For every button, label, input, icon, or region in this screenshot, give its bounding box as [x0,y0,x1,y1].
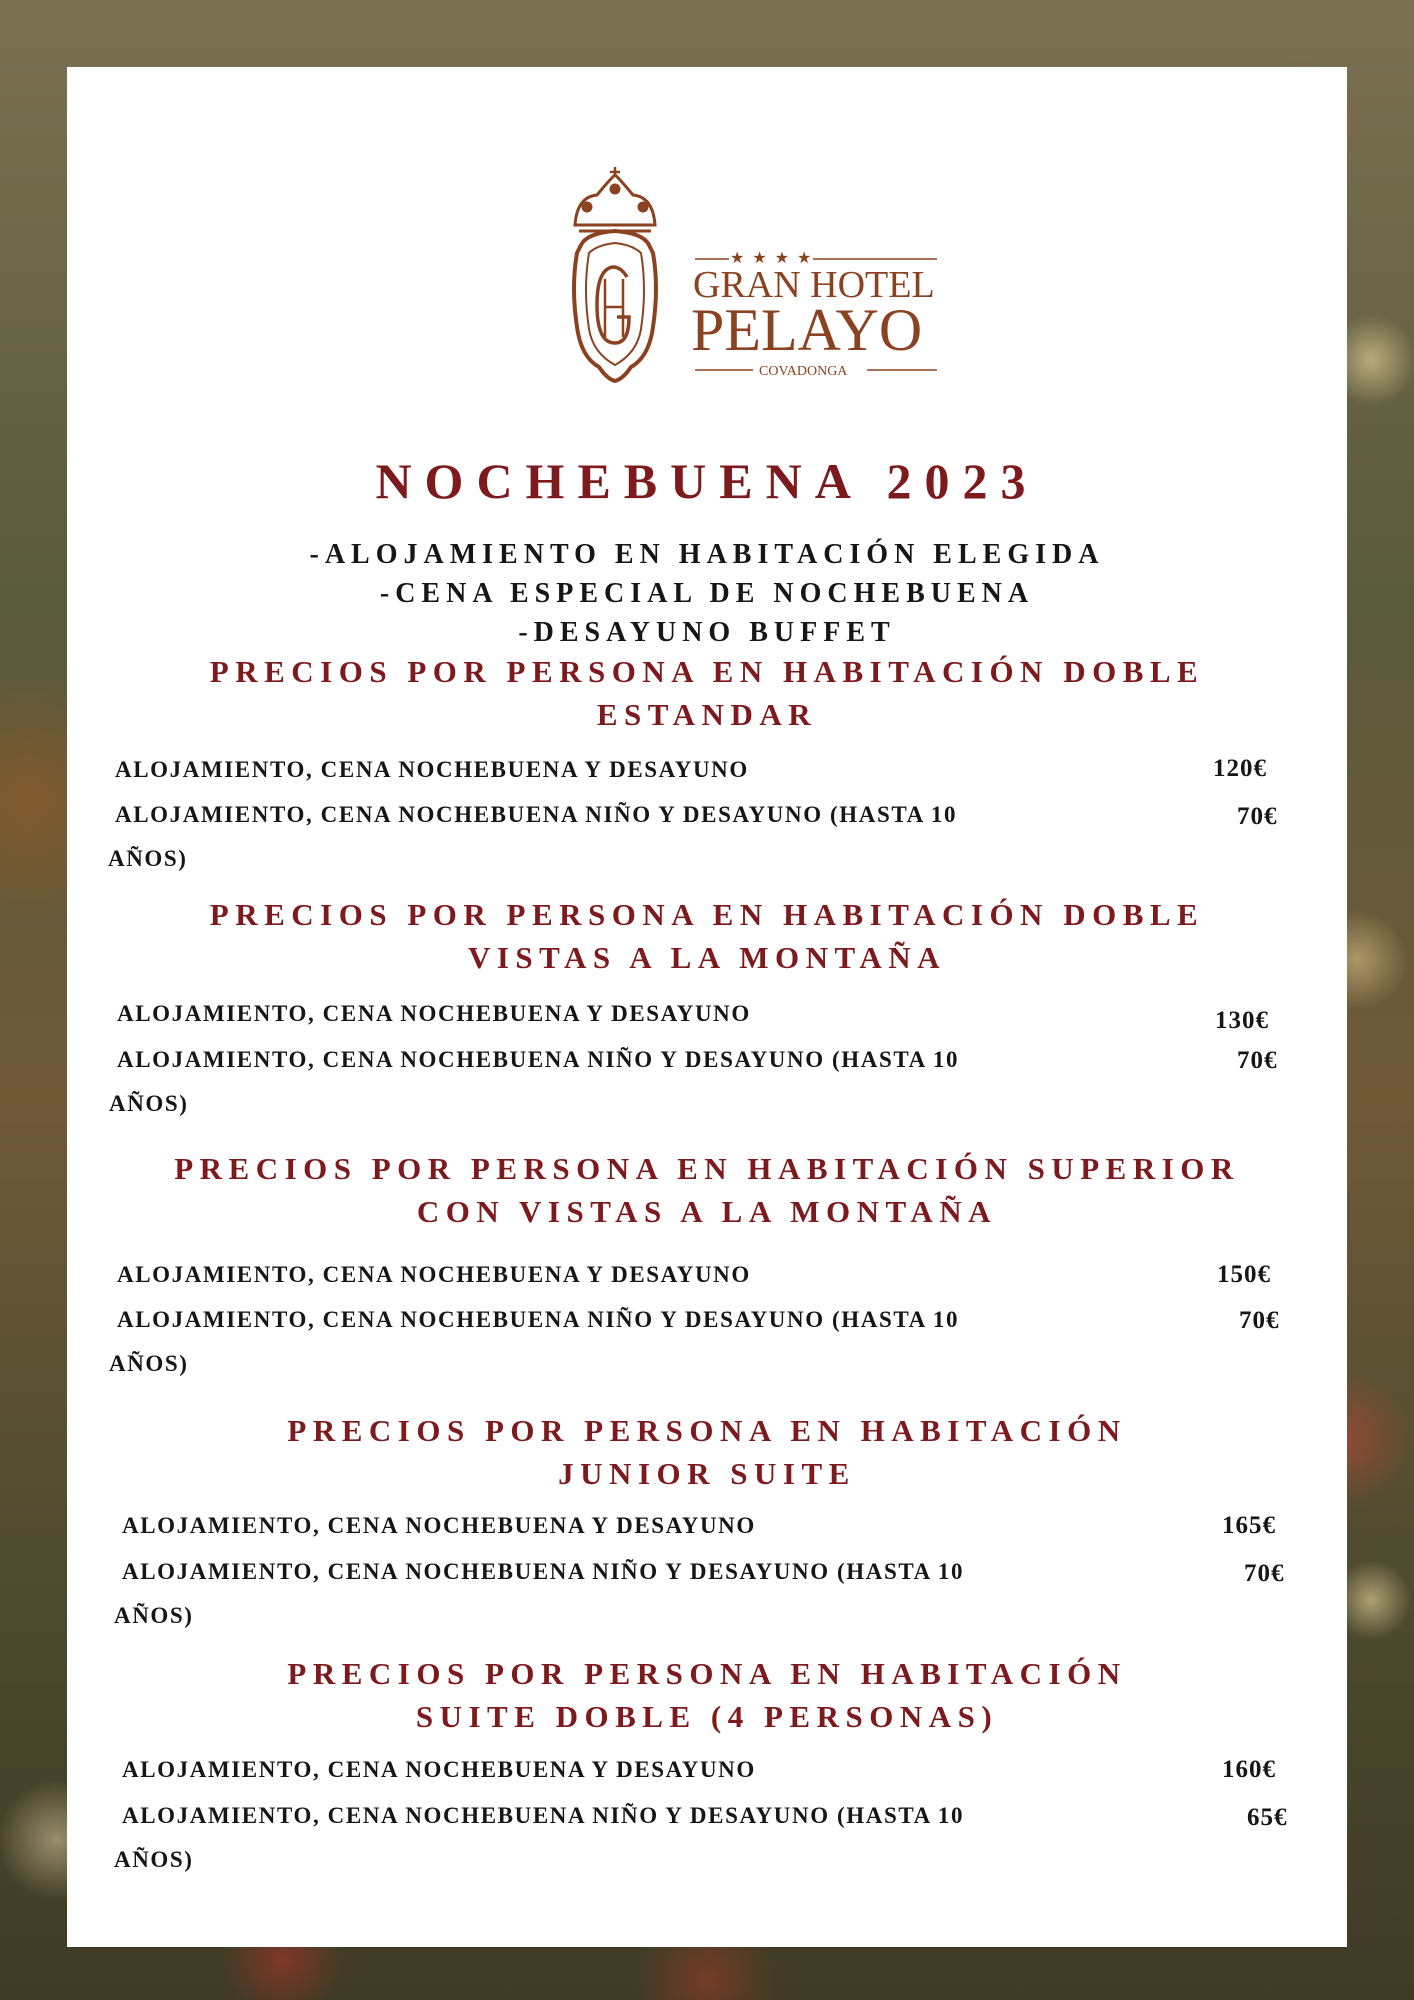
price-value: 130€ [1215,1007,1269,1034]
package-includes [67,535,1347,652]
price-row-label: ALOJAMIENTO, CENA NOCHEBUENA Y DESAYUNO [122,1757,756,1782]
include-item: -ALOJAMIENTO EN HABITACIÓN ELEGIDA [309,539,1105,570]
price-value: 165€ [1222,1512,1276,1539]
section-heading: PRECIOS POR PERSONA EN HABITACIÓN JUNIOR SUITE [287,1413,1127,1491]
price-row-label: ALOJAMIENTO, CENA NOCHEBUENA Y DESAYUNO [122,1513,756,1538]
price-row-label-cont: AÑOS) [114,1847,194,1872]
price-row-label: ALOJAMIENTO, CENA NOCHEBUENA Y DESAYUNO [117,1001,751,1026]
price-value: 70€ [1237,1047,1278,1074]
price-row-label: ALOJAMIENTO, CENA NOCHEBUENA Y DESAYUNO [117,1262,751,1287]
price-value: 65€ [1247,1804,1288,1831]
price-row-label: ALOJAMIENTO, CENA NOCHEBUENA NIÑO Y DESAYUNO (HASTA 10 [117,1307,960,1332]
price-value: 70€ [1244,1560,1285,1587]
page-title: NOCHEBUENA 2023 [375,453,1039,509]
section-heading: PRECIOS POR PERSONA EN HABITACIÓN SUITE DOBLE (4 PERSONAS) [287,1656,1127,1734]
svg-text:COVADONGA: COVADONGA [759,364,848,379]
price-value: 150€ [1217,1261,1271,1288]
price-value: 70€ [1237,803,1278,830]
price-value: 120€ [1213,755,1267,782]
menu-card [67,67,1347,1947]
price-row-label-cont: AÑOS) [114,1603,194,1628]
section-heading: PRECIOS POR PERSONA EN HABITACIÓN DOBLE VISTAS A LA MONTAÑA [209,897,1205,975]
price-row-label: ALOJAMIENTO, CENA NOCHEBUENA NIÑO Y DESAYUNO (HASTA 10 [122,1803,965,1828]
price-row-label: ALOJAMIENTO, CENA NOCHEBUENA NIÑO Y DESAYUNO (HASTA 10 [115,802,958,827]
price-row-label: ALOJAMIENTO, CENA NOCHEBUENA Y DESAYUNO [115,757,749,782]
svg-text:GRAN HOTEL: GRAN HOTEL [693,264,935,306]
svg-text:PELAYO: PELAYO [691,297,923,363]
price-row-label: ALOJAMIENTO, CENA NOCHEBUENA NIÑO Y DESAYUNO (HASTA 10 [117,1047,960,1072]
include-item: -CENA ESPECIAL DE NOCHEBUENA [379,578,1035,609]
price-value: 160€ [1222,1756,1276,1783]
price-row-label-cont: AÑOS) [109,1091,189,1116]
price-row-label-cont: AÑOS) [109,1351,189,1376]
price-value: 70€ [1239,1307,1280,1334]
crest-icon [557,167,947,387]
section-heading: PRECIOS POR PERSONA EN HABITACIÓN DOBLE ESTANDAR [209,654,1205,732]
include-item: -DESAYUNO BUFFET [518,617,896,648]
hotel-logo [557,167,947,387]
price-row-label-cont: AÑOS) [108,846,188,871]
section-heading: PRECIOS POR PERSONA EN HABITACIÓN SUPERIOR CON VISTAS A LA MONTAÑA [174,1151,1240,1229]
svg-text:★★★★: ★★★★ [730,250,820,267]
price-row-label: ALOJAMIENTO, CENA NOCHEBUENA NIÑO Y DESAYUNO (HASTA 10 [122,1559,965,1584]
